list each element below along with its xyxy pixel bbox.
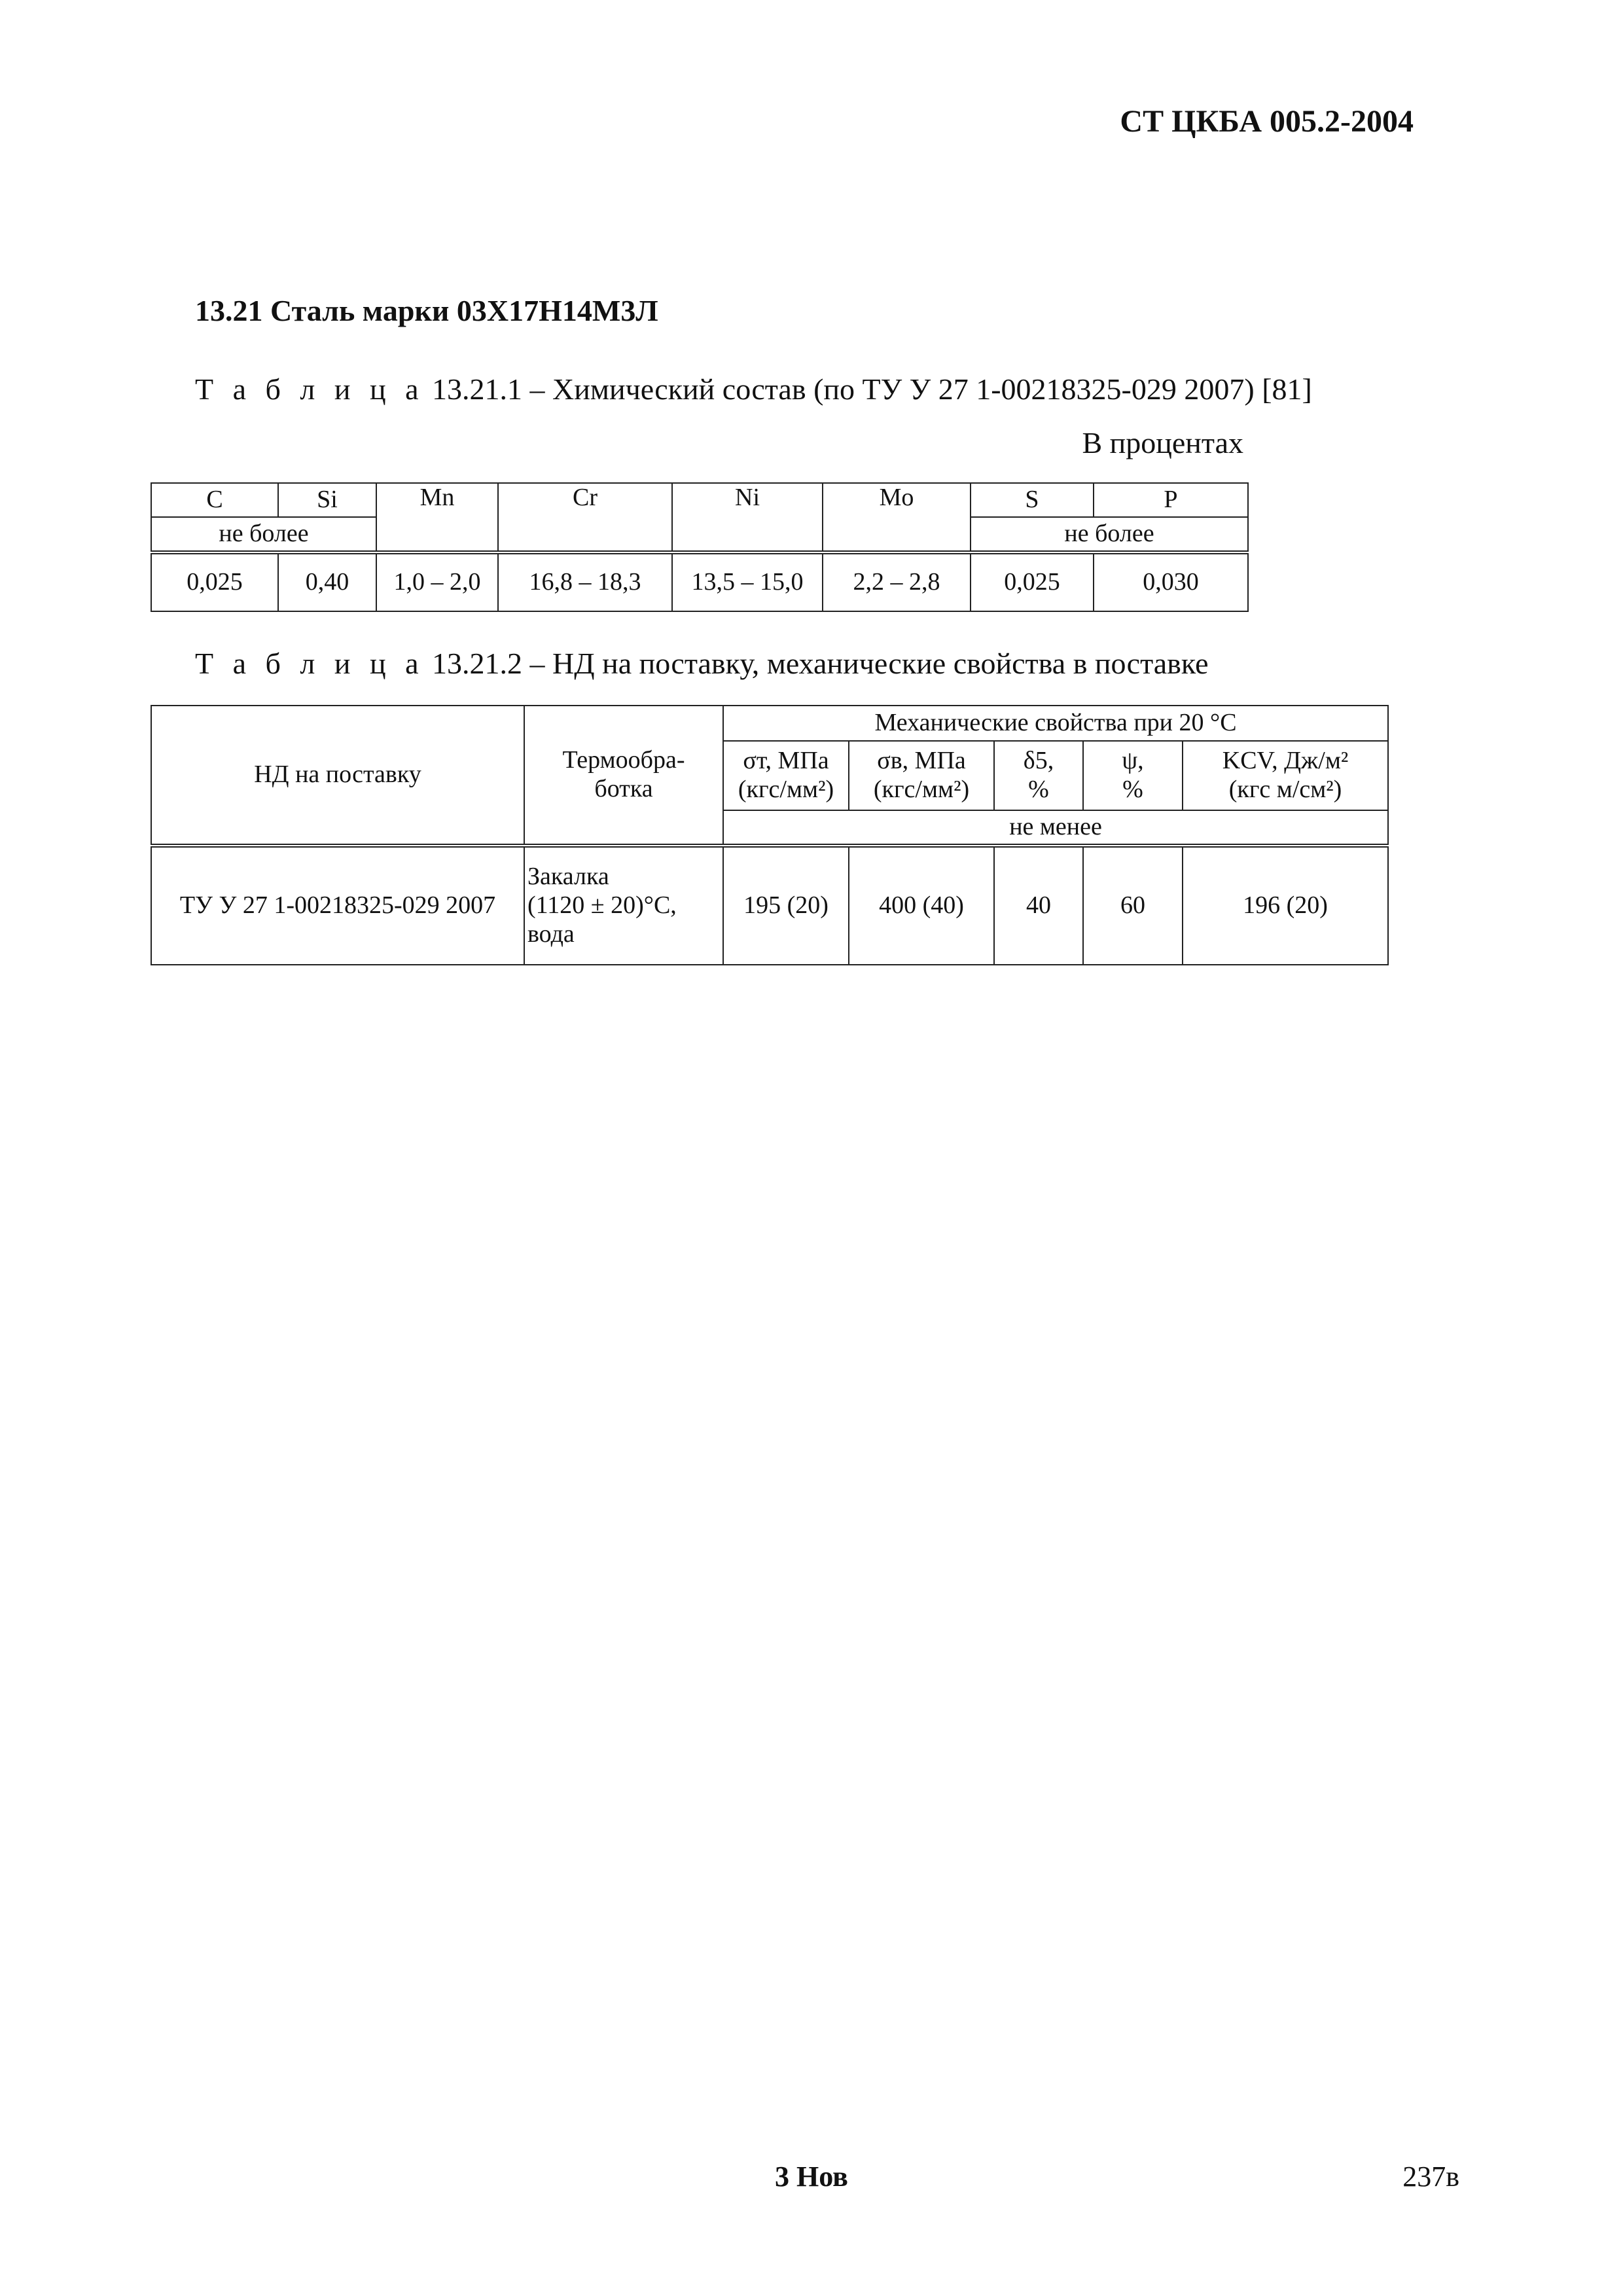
- table1-header-cell: С: [151, 483, 278, 517]
- table2-header-heat-treatment: Термообра- ботка: [524, 706, 723, 846]
- table1-caption-number: 13.21.1: [432, 372, 523, 406]
- subheader-line1: KCV, Дж/м²: [1222, 747, 1349, 775]
- table1-caption: [195, 372, 1312, 406]
- table2-value-cell: 60: [1083, 846, 1183, 965]
- section-title: 13.21 Сталь марки 03Х17Н14М3Л: [195, 294, 658, 327]
- table2-min-label: не менее: [723, 810, 1388, 846]
- table2-caption-number: 13.21.2: [432, 647, 523, 680]
- table1-header-cell: Mo: [823, 483, 971, 552]
- subheader-line1: σв, МПа: [877, 747, 966, 775]
- table2-data-row: [151, 846, 1388, 965]
- table1-value-cell: 1,0 – 2,0: [376, 552, 498, 611]
- table1-header-cell: Si: [278, 483, 376, 517]
- table2-value-cell: 195 (20): [723, 846, 849, 965]
- table2-subheader-tensile: [849, 741, 994, 810]
- table2-heat-cell: Закалка (1120 ± 20)°С, вода: [524, 846, 723, 965]
- table1-header-cell: Cr: [498, 483, 672, 552]
- page-number: 237в: [1402, 2161, 1459, 2193]
- chemical-composition-table: [151, 482, 1249, 612]
- table1-header-cell: P: [1094, 483, 1248, 517]
- table1-value-cell: 13,5 – 15,0: [672, 552, 823, 611]
- mechanical-properties-table: [151, 705, 1389, 965]
- table2-caption-prefix: Т а б л и ц а: [195, 647, 425, 680]
- document-code: СТ ЦКБА 005.2-2004: [1120, 104, 1414, 139]
- subheader-line2: (кгс/мм²): [738, 776, 834, 803]
- table1-header-cell: Mn: [376, 483, 498, 552]
- table2-subheader-elongation: [994, 741, 1083, 810]
- table1-units: В процентах: [1082, 426, 1243, 459]
- table1-limit-left: не более: [151, 517, 376, 552]
- table2-caption: [195, 646, 1209, 681]
- subheader-line1: ψ,: [1122, 747, 1144, 775]
- table2-subheader-yield: [723, 741, 849, 810]
- table2-value-cell: 40: [994, 846, 1083, 965]
- table2-header-nd: НД на поставку: [151, 706, 524, 846]
- table1-caption-text: – Химический состав (по ТУ У 27 1-00218325-029 2007) [81]: [529, 372, 1312, 406]
- subheader-line2: %: [1122, 776, 1143, 803]
- subheader-line1: δ5,: [1023, 747, 1054, 775]
- table1-header-cell: S: [971, 483, 1094, 517]
- subheader-line2: (кгс/мм²): [873, 776, 970, 803]
- table1-value-cell: 0,030: [1094, 552, 1248, 611]
- subheader-line1: σт, МПа: [743, 747, 829, 775]
- footer-revision: 3 Нов: [775, 2161, 848, 2193]
- table1-value-cell: 0,40: [278, 552, 376, 611]
- table1-header-cell: Ni: [672, 483, 823, 552]
- table1-caption-prefix: Т а б л и ц а: [195, 372, 425, 406]
- table1-value-cell: 16,8 – 18,3: [498, 552, 672, 611]
- table2-header-row: [151, 706, 1388, 741]
- table2-value-cell: 400 (40): [849, 846, 994, 965]
- table1-limit-right: не более: [971, 517, 1248, 552]
- table1-data-row: [151, 552, 1248, 611]
- table2-header-mechanical: Механические свойства при 20 °С: [723, 706, 1388, 741]
- table2-subheader-reduction: [1083, 741, 1183, 810]
- subheader-line2: (кгс м/см²): [1228, 776, 1342, 803]
- table1-value-cell: 0,025: [151, 552, 278, 611]
- table2-caption-text: – НД на поставку, механические свойства в поставке: [529, 647, 1209, 680]
- table2-subheader-impact: [1183, 741, 1388, 810]
- table2-nd-cell: ТУ У 27 1-00218325-029 2007: [151, 846, 524, 965]
- table1-header-row: [151, 483, 1248, 517]
- subheader-line2: %: [1028, 776, 1049, 803]
- table1-value-cell: 0,025: [971, 552, 1094, 611]
- table2-value-cell: 196 (20): [1183, 846, 1388, 965]
- table1-value-cell: 2,2 – 2,8: [823, 552, 971, 611]
